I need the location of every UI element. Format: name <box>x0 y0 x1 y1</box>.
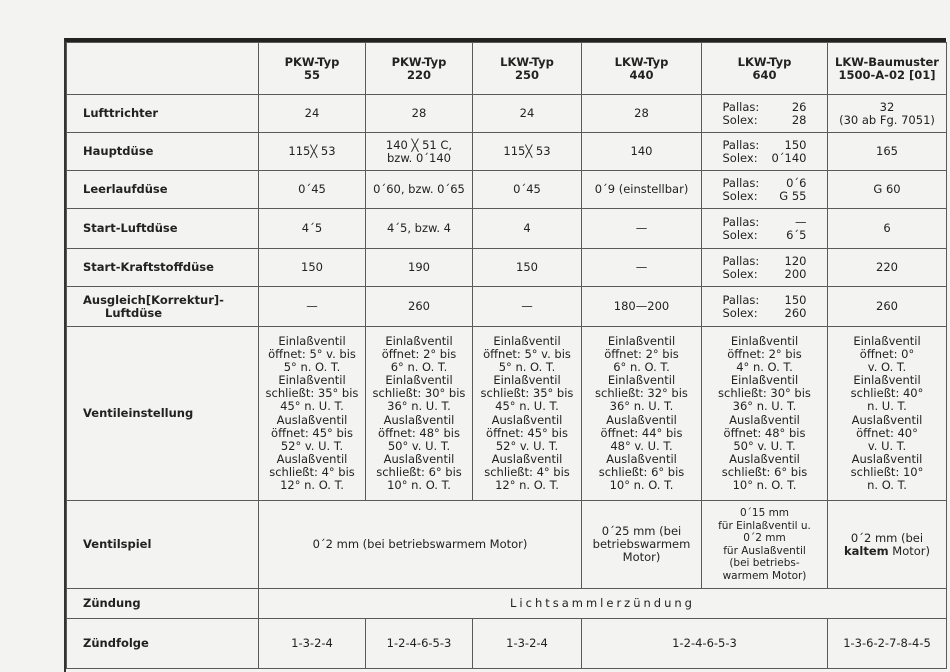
valve-timing-line: Einlaßventil <box>385 373 453 388</box>
row-label: Zündung <box>67 589 259 619</box>
column-header: PKW-Typ 220 <box>366 43 473 95</box>
table-cell: 24 <box>473 95 582 133</box>
valve-timing-line: v. O. T. <box>867 360 907 375</box>
table-cell: 1-2-4-6-5-3 <box>366 619 473 669</box>
row-label: Zündfolge <box>67 619 259 669</box>
column-header: LKW-Typ 440 <box>582 43 702 95</box>
valve-timing-line: 50° v. U. T. <box>387 438 451 453</box>
valve-timing-line: Auslaßventil <box>729 451 800 466</box>
valve-timing-line: Auslaßventil <box>383 412 455 427</box>
table-cell: Pallas: 26 Solex: 28 <box>702 95 828 133</box>
valve-timing-line: 45° n. U. T. <box>280 399 344 414</box>
table-cell: 4´5, bzw. 4 <box>366 209 473 249</box>
valve-timing-line: 4° n. O. T. <box>736 360 793 375</box>
valve-timing-line: schließt: 6° bis <box>721 464 808 479</box>
valve-timing-line: Einlaßventil <box>607 333 676 348</box>
table-cell: — <box>582 209 702 249</box>
valve-timing-line: v. U. T. <box>867 438 907 453</box>
valve-timing-line: schließt: 4° bis <box>484 464 570 479</box>
header-corner <box>67 43 259 95</box>
table-cell: 24 <box>259 95 366 133</box>
valve-timing-line: öffnet: 48° bis <box>723 425 806 440</box>
valve-timing-line: 6° n. O. T. <box>390 360 448 375</box>
valve-timing-line: 36° n. U. T. <box>732 399 797 414</box>
table-row <box>67 133 947 171</box>
valve-timing-line: Auslaßventil <box>491 412 563 427</box>
table-cell: 1-2-4-6-5-3 <box>582 619 828 669</box>
valve-timing-line: schließt: 32° bis <box>595 386 688 401</box>
table-row <box>67 95 947 133</box>
valve-timing-line: Einlaßventil <box>493 373 561 388</box>
table-cell: Pallas: 120 Solex: 200 <box>702 249 828 287</box>
valve-timing-line: 6° n. O. T. <box>613 360 670 375</box>
header-row <box>67 43 947 95</box>
valve-timing-line: schließt: 4° bis <box>269 464 355 479</box>
valve-timing-line: Auslaßventil <box>276 451 348 466</box>
table-cell: 220 <box>828 249 947 287</box>
valve-timing-line: 48° v. U. T. <box>610 438 673 453</box>
valve-timing-line: 10° n. O. T. <box>732 477 797 492</box>
valve-timing-line: öffnet: 5° v. bis <box>268 347 356 362</box>
specification-sheet <box>64 38 946 672</box>
valve-timing-line: Auslaßventil <box>383 451 455 466</box>
table-cell: 150 <box>259 249 366 287</box>
table-cell: 165 <box>828 133 947 171</box>
valve-timing-line: Auslaßventil <box>606 412 677 427</box>
row-label: Leerlaufdüse <box>67 171 259 209</box>
table-cell: 1-3-2-4 <box>259 619 366 669</box>
valve-timing-line: Einlaßventil <box>853 373 921 388</box>
valve-timing-line: schließt: 35° bis <box>265 386 359 401</box>
table-cell: 0´2 mm (bei betriebswarmem Motor) <box>259 501 582 589</box>
table-cell: 4´5 <box>259 209 366 249</box>
column-header: PKW-Typ 55 <box>259 43 366 95</box>
valve-timing-line: 12° n. O. T. <box>495 477 559 492</box>
table-row <box>67 619 947 669</box>
valve-timing-cell <box>582 327 702 501</box>
valve-timing-cell <box>259 327 366 501</box>
table-cell: Pallas: 150 Solex: 0´140 <box>702 133 828 171</box>
table-cell: Pallas: — Solex: 6´5 <box>702 209 828 249</box>
valve-timing-line: Auslaßventil <box>276 412 348 427</box>
valve-timing-line: 36° n. U. T. <box>609 399 674 414</box>
valve-timing-cell <box>828 327 947 501</box>
valve-timing-line: 52° v. U. T. <box>495 438 559 453</box>
row-label: Start-Kraftstoffdüse <box>67 249 259 287</box>
table-row <box>67 209 947 249</box>
table-row <box>67 501 947 589</box>
table-cell: 150 <box>473 249 582 287</box>
table-cell: 4 <box>473 209 582 249</box>
table-cell: 0´9 (einstellbar) <box>582 171 702 209</box>
valve-timing-line: öffnet: 5° v. bis <box>483 347 571 362</box>
table-cell: 1-3-6-2-7-8-4-5 <box>828 619 947 669</box>
row-label: Hauptdüse <box>67 133 259 171</box>
valve-timing-line: öffnet: 48° bis <box>378 425 460 440</box>
table-cell: — <box>582 249 702 287</box>
valve-timing-line: Auslaßventil <box>851 451 923 466</box>
valve-timing-line: Auslaßventil <box>729 412 800 427</box>
table-cell: 190 <box>366 249 473 287</box>
valve-timing-line: schließt: 6° bis <box>598 464 685 479</box>
valve-timing-line: Einlaßventil <box>730 373 799 388</box>
table-cell: 260 <box>828 287 947 327</box>
table-cell: — <box>259 287 366 327</box>
valve-timing-line: öffnet: 45° bis <box>271 425 353 440</box>
table-row <box>67 249 947 287</box>
row-label: Lufttrichter <box>67 95 259 133</box>
valve-timing-line: 45° n. U. T. <box>495 399 559 414</box>
table-cell: 1-3-2-4 <box>473 619 582 669</box>
table-row <box>67 589 947 619</box>
row-label: Ausgleich[Korrektur]- Luftdüse <box>67 287 259 327</box>
table-cell: 0´15 mm für Einlaßventil u. 0´2 mm für Auslaßventil (bei betriebs- warmem Motor) <box>702 501 828 589</box>
table-cell: 0´45 <box>473 171 582 209</box>
table-cell: 115╳ 53 <box>473 133 582 171</box>
row-label: Start-Luftdüse <box>67 209 259 249</box>
valve-timing-line: 5° n. O. T. <box>283 360 341 375</box>
valve-timing-line: Einlaßventil <box>853 333 921 348</box>
table-row <box>67 287 947 327</box>
valve-timing-cell <box>473 327 582 501</box>
table-cell: 260 <box>366 287 473 327</box>
valve-timing-line: Einlaßventil <box>278 373 346 388</box>
valve-timing-line: Auslaßventil <box>851 412 923 427</box>
valve-timing-line: öffnet: 2° bis <box>604 347 679 362</box>
valve-timing-line: Einlaßventil <box>385 333 453 348</box>
valve-timing-line: schließt: 35° bis <box>480 386 574 401</box>
valve-timing-line: 52° v. U. T. <box>280 438 344 453</box>
valve-timing-line: schließt: 6° bis <box>376 464 462 479</box>
table-cell: 0´45 <box>259 171 366 209</box>
valve-timing-line: öffnet: 0° <box>859 347 915 362</box>
row-label: Ventileinstellung <box>67 327 259 501</box>
table-row <box>67 327 947 501</box>
table-cell: 140 ╳ 51 C, bzw. 0´140 <box>366 133 473 171</box>
table-cell: 28 <box>366 95 473 133</box>
valve-timing-line: Einlaßventil <box>730 333 799 348</box>
column-header: LKW-Baumuster 1500-A-02 [01] <box>828 43 947 95</box>
valve-timing-line: öffnet: 40° <box>856 425 918 440</box>
valve-timing-line: schließt: 10° <box>850 464 924 479</box>
valve-timing-line: Auslaßventil <box>606 451 677 466</box>
valve-timing-line: Einlaßventil <box>607 373 676 388</box>
column-header: LKW-Typ 250 <box>473 43 582 95</box>
valve-timing-cell <box>702 327 828 501</box>
valve-timing-line: 36° n. U. T. <box>387 399 451 414</box>
valve-timing-line: n. O. T. <box>867 477 907 492</box>
table-row <box>67 171 947 209</box>
valve-timing-line: öffnet: 45° bis <box>486 425 568 440</box>
valve-timing-line: 10° n. O. T. <box>609 477 674 492</box>
valve-timing-line: schließt: 40° <box>850 386 924 401</box>
valve-timing-line: n. U. T. <box>867 399 907 414</box>
valve-timing-line: Einlaßventil <box>493 333 561 348</box>
table-cell: 180—200 <box>582 287 702 327</box>
valve-timing-cell <box>366 327 473 501</box>
valve-timing-line: 12° n. O. T. <box>280 477 344 492</box>
valve-timing-line: 10° n. O. T. <box>387 477 451 492</box>
table-cell: Pallas: 0´6 Solex: G 55 <box>702 171 828 209</box>
table-cell: — <box>473 287 582 327</box>
table-cell: 28 <box>582 95 702 133</box>
valve-timing-line: schließt: 30° bis <box>718 386 811 401</box>
table-cell: 140 <box>582 133 702 171</box>
table-cell: Lichtsammlerzündung <box>259 589 947 619</box>
table-cell: 32 (30 ab Fg. 7051) <box>828 95 947 133</box>
valve-timing-line: schließt: 30° bis <box>372 386 466 401</box>
valve-timing-line: Einlaßventil <box>278 333 346 348</box>
valve-timing-line: 50° v. U. T. <box>733 438 796 453</box>
table-cell: 6 <box>828 209 947 249</box>
valve-timing-line: öffnet: 44° bis <box>600 425 683 440</box>
table-cell: Pallas: 150 Solex: 260 <box>702 287 828 327</box>
valve-timing-line: Auslaßventil <box>491 451 563 466</box>
valve-timing-line: öffnet: 2° bis <box>727 347 802 362</box>
row-label: Ventilspiel <box>67 501 259 589</box>
table-cell: G 60 <box>828 171 947 209</box>
table-cell: 0´2 mm (bei kaltem Motor) <box>828 501 947 589</box>
table-cell: 115╳ 53 <box>259 133 366 171</box>
valve-timing-line: 5° n. O. T. <box>498 360 556 375</box>
table-cell: 0´25 mm (bei betriebswarmem Motor) <box>582 501 702 589</box>
column-header: LKW-Typ 640 <box>702 43 828 95</box>
table-cell: 0´60, bzw. 0´65 <box>366 171 473 209</box>
engine-spec-table <box>66 42 947 669</box>
valve-timing-line: öffnet: 2° bis <box>381 347 457 362</box>
